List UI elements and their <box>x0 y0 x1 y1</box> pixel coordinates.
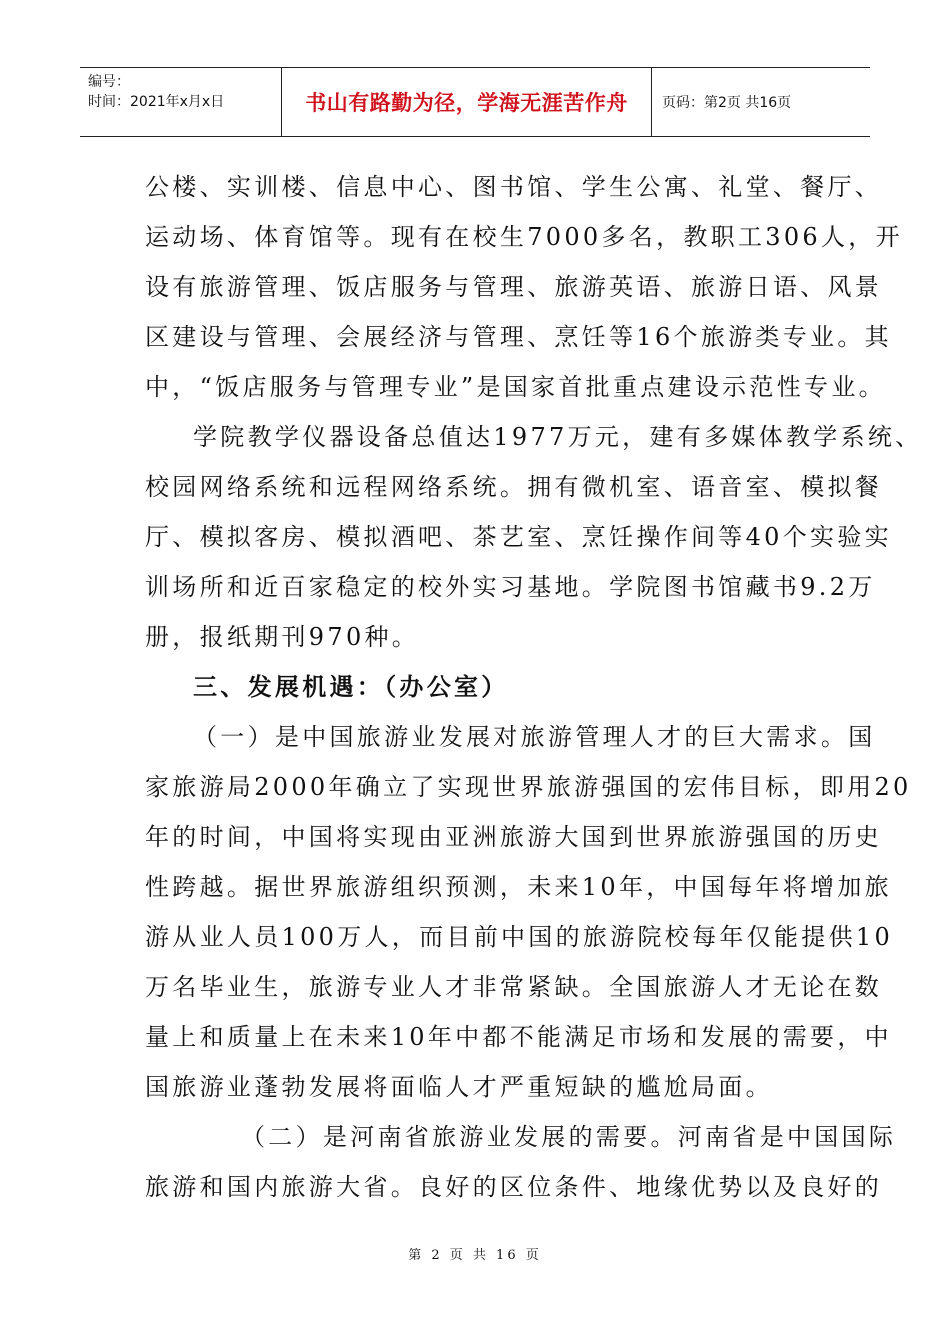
body-line: （一）是中国旅游业发展对旅游管理人才的巨大需求。国 <box>193 723 876 751</box>
body-line: 游从业人员100万人，而目前中国的旅游院校每年仅能提供10 <box>145 923 894 951</box>
document-header <box>80 67 870 137</box>
body-line: 厅、模拟客房、模拟酒吧、茶艺室、烹饪操作间等40个实验实 <box>145 523 892 551</box>
section-heading: 三、发展机遇：（办公室） <box>193 672 509 701</box>
body-line: 设有旅游管理、饭店服务与管理、旅游英语、旅游日语、风景 <box>145 273 883 301</box>
page-footer: 第 2 页 共 16 页 <box>408 1248 542 1263</box>
body-line: 家旅游局2000年确立了实现世界旅游强国的宏伟目标，即用20 <box>145 773 912 801</box>
body-line: 区建设与管理、会展经济与管理、烹饪等16个旅游类专业。其 <box>145 323 892 351</box>
doc-number-label: 编号： <box>88 74 130 90</box>
body-line: 年的时间，中国将实现由亚洲旅游大国到世界旅游强国的历史 <box>145 823 883 851</box>
body-line: 性跨越。据世界旅游组织预测，未来10年，中国每年将增加旅 <box>145 873 892 901</box>
body-line: 量上和质量上在未来10年中都不能满足市场和发展的需要，中 <box>145 1023 892 1051</box>
body-line: 公楼、实训楼、信息中心、图书馆、学生公寓、礼堂、餐厅、 <box>145 173 883 201</box>
document-body <box>145 162 923 1212</box>
body-line: 中，“饭店服务与管理专业”是国家首批重点建设示范性专业。 <box>145 373 886 401</box>
header-meta <box>80 68 282 136</box>
body-line: 运动场、体育馆等。现有在校生7000多名，教职工306人，开 <box>145 223 903 251</box>
header-motto: 书山有路勤为径，学海无涯苦作舟 <box>282 68 652 136</box>
body-line: （二）是河南省旅游业发展的需要。河南省是中国国际 <box>241 1123 897 1151</box>
body-line: 训场所和近百家稳定的校外实习基地。学院图书馆藏书9.2万 <box>145 573 876 601</box>
body-line: 万名毕业生，旅游专业人才非常紧缺。全国旅游人才无论在数 <box>145 973 883 1001</box>
doc-date-label: 时间：2021年x月x日 <box>88 94 225 110</box>
header-page-info: 页码：第2页 共16页 <box>662 95 792 111</box>
body-line: 旅游和国内旅游大省。良好的区位条件、地缘优势以及良好的 <box>145 1173 883 1201</box>
body-line: 国旅游业蓬勃发展将面临人才严重短缺的尴尬局面。 <box>145 1073 773 1101</box>
body-line: 校园网络系统和远程网络系统。拥有微机室、语音室、模拟餐 <box>145 473 883 501</box>
body-line: 册，报纸期刊970种。 <box>145 623 420 651</box>
body-line: 学院教学仪器设备总值达1977万元，建有多媒体教学系统、 <box>193 423 923 451</box>
